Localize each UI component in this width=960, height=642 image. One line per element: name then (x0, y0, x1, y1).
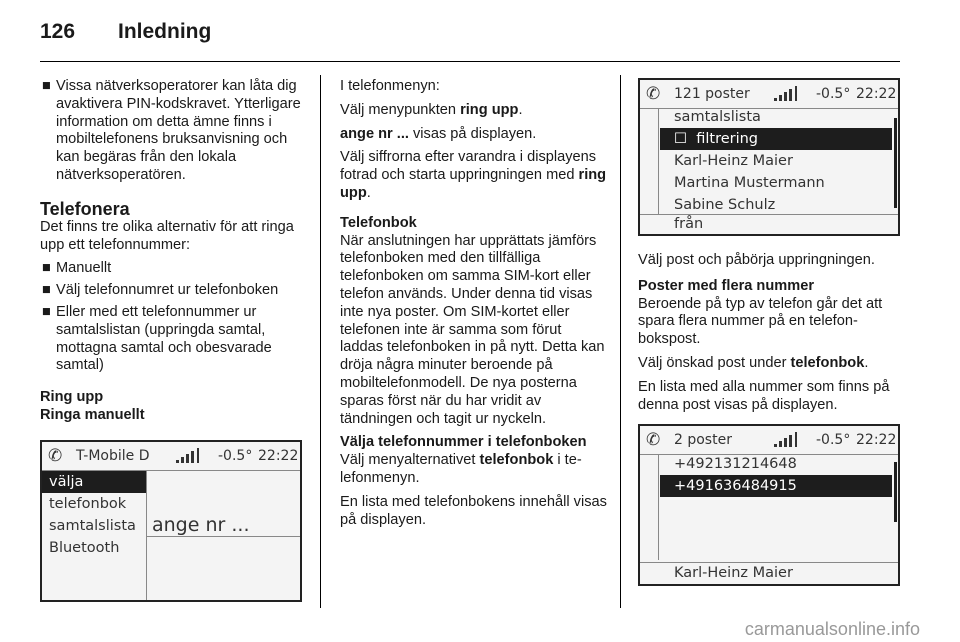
paragraph: Välj önskad post under telefonbok. (638, 354, 869, 371)
menu-item-telefonbok[interactable]: telefonbok (49, 496, 127, 512)
left-column (40, 78, 306, 425)
list-item-filtrering[interactable]: ☐ filtrering (660, 128, 892, 150)
scrollbar[interactable] (894, 118, 897, 208)
footer-label-fran: från (674, 216, 704, 232)
header-rule (40, 61, 900, 62)
temperature: -0.5° (218, 448, 253, 464)
heading-valja-telefonnummer: Välja telefonnummer i telefonboken (340, 434, 587, 451)
heading-telefonbok: Telefonbok (340, 214, 417, 231)
footer-contact-name: Karl-Heinz Maier (674, 565, 793, 581)
clock: 22:22 (856, 432, 897, 448)
menu-item-valja[interactable]: välja (42, 471, 146, 493)
subheading-ring-upp: Ring upp (40, 389, 104, 406)
signal-icon (176, 442, 202, 470)
right-column (638, 252, 904, 420)
list-frame-left (658, 108, 659, 214)
watermark: carmanualsonline.info (744, 619, 920, 639)
paragraph: När anslutningen har upprättats jämförs telefonboken med den tillfälliga telefonboken om samma SIM-kort eller telefon används. Under denna tid visas inte nya poster. Om SIM-kortet eller telefonen inte är samma som förut laddas telefonboken in på nytt. Detta kan dröja några minuter beroende på mobiltelefonmodell. De nya posterna sparas först när du har vridit av tändningen och tagit ur nyckeln. (340, 232, 605, 427)
temperature: -0.5° (816, 432, 851, 448)
list-item-contact[interactable]: Martina Mustermann (674, 175, 825, 191)
page-number: 126 (40, 20, 76, 43)
intro-text: Det finns tre olika alternativ för att ringa upp ett telefonnummer: (40, 218, 294, 253)
display-screen-manual (40, 440, 302, 602)
temperature: -0.5° (816, 86, 851, 102)
menu-divider (146, 470, 147, 600)
carrier-name: T-Mobile D (76, 448, 150, 464)
paragraph: ange nr ... visas på displayen. (340, 125, 537, 142)
status-bar (640, 426, 898, 455)
number-entry[interactable]: ange nr ... (152, 514, 250, 536)
display-screen-numbers (638, 424, 900, 586)
paragraph: I telefonmenyn: (340, 78, 440, 94)
status-bar (640, 80, 898, 109)
column-divider-2 (620, 75, 621, 608)
display-screen-phonebook (638, 78, 900, 236)
scrollbar[interactable] (894, 462, 897, 522)
menu-item-samtalslista[interactable]: samtalslista (49, 518, 136, 534)
bullet-item: ■ Manuellt (42, 260, 112, 277)
list-item-contact[interactable]: Karl-Heinz Maier (674, 153, 793, 169)
signal-icon (774, 426, 800, 454)
page-title: Inledning (118, 20, 212, 43)
paragraph: En lista med alla nummer som finns på denna post visas på displayen. (638, 378, 890, 413)
paragraph: En lista med telefonbokens innehåll visas på displayen. (340, 493, 607, 528)
subheading-ringa-manuellt: Ringa manuellt (40, 406, 145, 423)
phone-handset-icon: ✆ (48, 446, 63, 466)
paragraph: Välj menyalternativet telefonbok i telefonmenyn. (340, 452, 582, 486)
signal-icon (774, 80, 800, 108)
list-item-number-selected[interactable]: +491636484915 (660, 475, 892, 497)
menu-item-bluetooth[interactable]: Bluetooth (49, 540, 120, 556)
list-item-contact[interactable]: Sabine Schulz (674, 197, 776, 213)
bullet-item: ■ Eller med ett telefonnummer ur samtalslistan (uppringda samtal, mottagna samtal och obesvarade samtal) (42, 303, 272, 374)
list-item-number[interactable]: +492131214648 (674, 456, 797, 472)
bullet-item: ■ Välj telefonnumret ur telefonboken (42, 282, 279, 299)
list-frame-left (658, 454, 659, 560)
clock: 22:22 (856, 86, 897, 102)
entry-count: 2 poster (674, 432, 732, 448)
entry-underline (146, 536, 300, 537)
bullet-pin: ■ Vissa nätverksoperatorer kan låta dig avaktivera PIN-kodskravet. Ytterligare information om detta ämne finns i mobiltelefonens bruksanvisning och kan begäras från den lokala nätverksoperatören. (42, 78, 301, 183)
middle-column (340, 78, 608, 535)
heading-telefonera: Telefonera (40, 198, 130, 219)
paragraph: Beroende på typ av telefon går det att spara flera nummer på en telefonbokspost. (638, 295, 883, 348)
paragraph: Välj post och påbörja uppringningen. (638, 252, 875, 268)
phone-handset-icon: ✆ (646, 430, 661, 450)
paragraph: Välj menypunkten ring upp. (340, 101, 523, 118)
clock: 22:22 (258, 448, 299, 464)
paragraph: Välj siffrorna efter varandra i displayens fotrad och starta uppringningen med ring upp. (340, 149, 607, 201)
column-divider-1 (320, 75, 321, 608)
phone-handset-icon: ✆ (646, 84, 661, 104)
status-bar (42, 442, 300, 471)
heading-poster-flera-nummer: Poster med flera nummer (638, 277, 814, 294)
entry-count: 121 poster (674, 86, 750, 102)
list-item-samtalslista[interactable]: samtalslista (674, 109, 761, 125)
checkbox-icon: ☐ (674, 131, 687, 147)
